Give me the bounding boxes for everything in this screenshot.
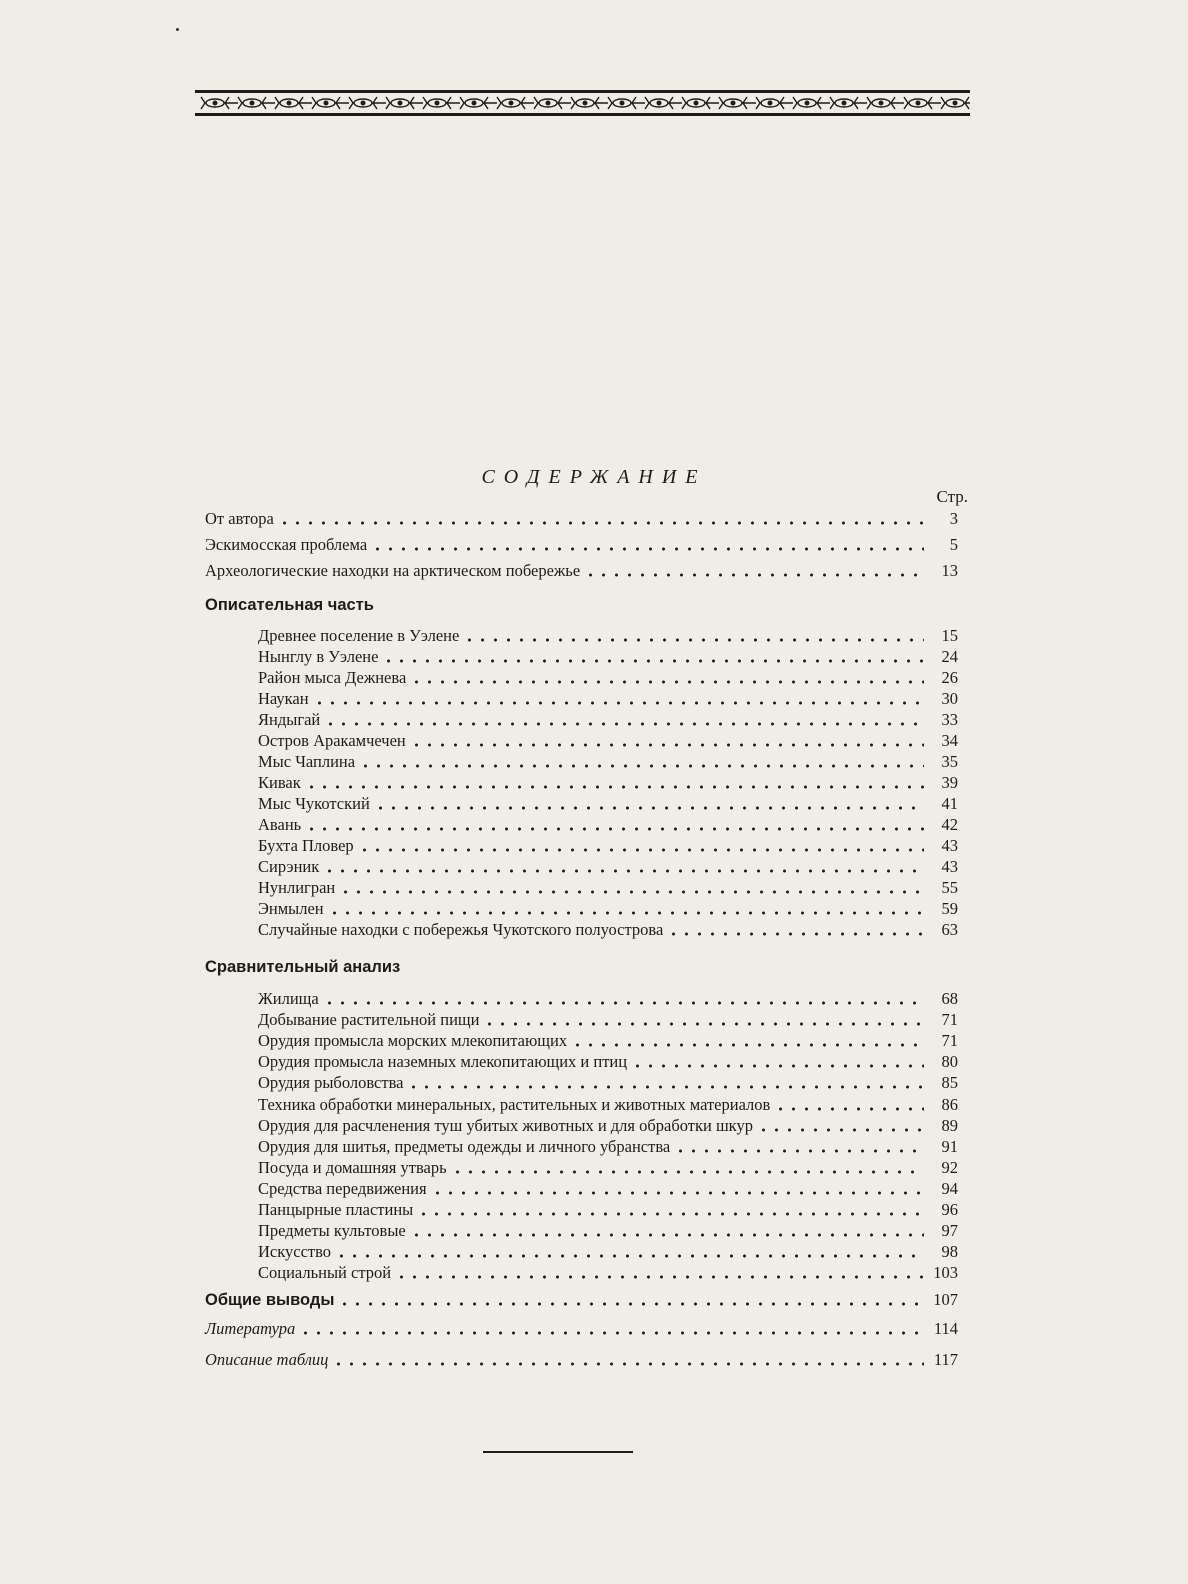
dot-leader — [395, 1261, 924, 1281]
dot-leader — [305, 813, 924, 833]
toc-entry-label: Мыс Чукотский — [258, 794, 370, 813]
dot-leader — [313, 687, 924, 707]
dot-leader — [410, 666, 924, 686]
toc-entry-label: Посуда и домашняя утварь — [258, 1157, 447, 1177]
page-title: СОДЕРЖАНИЕ — [481, 466, 707, 488]
page-column-header: Стр. — [936, 487, 968, 506]
toc-page-number: 71 — [941, 1031, 958, 1051]
toc-page-number: 33 — [941, 710, 958, 729]
toc-entry-label: Орудия для шитья, предметы одежды и личного убранства — [258, 1136, 671, 1156]
toc-subentry[interactable] — [258, 624, 958, 646]
toc-entry-label: Панцырные пластины — [258, 1200, 414, 1219]
toc-entry-label: Наукан — [258, 689, 309, 708]
dot-leader — [463, 624, 924, 644]
dot-leader — [305, 771, 924, 791]
toc-page-number: 39 — [941, 773, 958, 792]
toc-page-number: 86 — [941, 1094, 958, 1114]
toc-page-number: 5 — [949, 535, 958, 554]
toc-subentry[interactable] — [258, 876, 958, 898]
toc-entry-label: Литература — [205, 1319, 296, 1338]
toc-entry-label: Энмылен — [258, 899, 324, 918]
toc-subentry[interactable] — [258, 834, 958, 856]
toc-page-number: 71 — [941, 1010, 958, 1030]
toc-page-number: 68 — [941, 989, 958, 1008]
toc-entry-label: Техника обработки минеральных, растительных и животных материалов — [258, 1094, 771, 1114]
dot-leader — [374, 792, 924, 812]
dot-leader — [571, 1029, 924, 1049]
paper-speck — [176, 28, 179, 31]
toc-page-number: 92 — [941, 1157, 958, 1177]
dot-leader — [371, 533, 924, 553]
toc-entry-label: Общие выводы — [205, 1291, 335, 1309]
toc-entry-label: Сирэник — [258, 857, 320, 876]
toc-entry-label: Средства передвижения — [258, 1178, 427, 1198]
toc-entry-label: Бухта Пловер — [258, 836, 354, 855]
toc-page-number: 3 — [949, 509, 958, 528]
dot-leader — [631, 1050, 924, 1070]
dot-leader — [335, 1240, 924, 1260]
toc-subentry[interactable] — [258, 666, 958, 688]
toc-subentry[interactable] — [258, 1071, 958, 1093]
toc-subentry[interactable] — [258, 1114, 958, 1136]
dot-leader — [299, 1317, 924, 1337]
toc-entry-label: Описание таблиц — [205, 1350, 329, 1369]
toc-page-number: 43 — [941, 836, 958, 855]
dot-leader — [451, 1156, 924, 1176]
toc-page-number: 41 — [941, 794, 958, 813]
toc-page-number: 107 — [933, 1290, 958, 1309]
dot-leader — [328, 897, 924, 917]
toc-entry[interactable] — [205, 1348, 958, 1370]
toc-entry-label: Орудия рыболовства — [258, 1073, 404, 1093]
toc-subentry[interactable] — [258, 897, 958, 919]
dot-leader — [324, 708, 924, 728]
toc-entry-label: От автора — [205, 509, 274, 528]
toc-page-number: 24 — [941, 647, 958, 666]
dot-leader — [332, 1348, 924, 1368]
toc-subentry[interactable] — [258, 687, 958, 709]
dot-leader — [417, 1198, 924, 1218]
toc-subentry[interactable] — [258, 1240, 958, 1262]
section-heading-comparative: Сравнительный анализ — [205, 958, 401, 976]
dot-leader — [278, 507, 924, 527]
toc-page-number: 26 — [941, 668, 958, 687]
toc-page-number: 94 — [941, 1178, 958, 1198]
dot-leader — [410, 1219, 924, 1239]
dot-leader — [674, 1135, 924, 1155]
dot-leader — [323, 855, 924, 875]
toc-subentry[interactable] — [258, 1050, 958, 1072]
toc-page-number: 85 — [941, 1073, 958, 1093]
toc-subentry[interactable] — [258, 1177, 958, 1199]
toc-subentry[interactable] — [258, 645, 958, 667]
dot-leader — [338, 1288, 924, 1308]
dot-leader — [407, 1071, 924, 1091]
toc-page-number: 42 — [941, 815, 958, 834]
toc-entry[interactable] — [205, 533, 958, 555]
dot-leader — [410, 729, 924, 749]
toc-entry-label: Археологические находки на арктическом побережье — [205, 561, 581, 580]
toc-page-number: 55 — [941, 878, 958, 897]
toc-subentry[interactable] — [258, 792, 958, 814]
toc-page-number: 89 — [941, 1115, 958, 1135]
toc-subentry[interactable] — [258, 1198, 958, 1220]
toc-page-number: 30 — [941, 689, 958, 708]
toc-page-number: 35 — [941, 752, 958, 771]
toc-entry[interactable] — [205, 559, 958, 581]
toc-subentry[interactable] — [258, 708, 958, 730]
toc-subentry[interactable] — [258, 1219, 958, 1241]
toc-page-number: 114 — [933, 1319, 958, 1338]
toc-entry-label: Орудия промысла морских млекопитающих — [258, 1031, 568, 1051]
toc-entry-label: Эскимосская проблема — [205, 535, 368, 554]
toc-subentry[interactable] — [258, 1008, 958, 1030]
dot-leader — [359, 750, 924, 770]
toc-entry-label: Мыс Чаплина — [258, 752, 356, 771]
toc-entry-label: Искусство — [258, 1242, 332, 1262]
toc-entry[interactable] — [205, 507, 958, 529]
closing-rule — [483, 1451, 633, 1453]
dot-leader — [584, 559, 924, 579]
toc-subentry[interactable] — [258, 771, 958, 793]
toc-page-number: 117 — [933, 1350, 958, 1369]
toc-entry-label: Орудия для расчленения туш убитых животных и для обработки шкур — [258, 1115, 753, 1135]
toc-subentry[interactable] — [258, 918, 958, 940]
toc-subentry[interactable] — [258, 855, 958, 877]
toc-page-number: 63 — [941, 920, 958, 939]
dot-leader — [757, 1114, 924, 1134]
toc-page-number: 15 — [941, 626, 958, 645]
toc-entry-label: Кивак — [258, 773, 301, 792]
toc-page-number: 80 — [941, 1052, 958, 1072]
toc-subentry[interactable] — [258, 1029, 958, 1051]
toc-entry-label: Нунлигран — [258, 878, 336, 897]
toc-page-number: 97 — [941, 1221, 958, 1241]
dot-leader — [483, 1008, 924, 1028]
dot-leader — [382, 645, 924, 665]
toc-page-number: 96 — [941, 1200, 958, 1219]
dot-leader — [339, 876, 924, 896]
section-heading-descriptive: Описательная часть — [205, 596, 374, 614]
ornamental-border — [195, 90, 970, 116]
toc-subentry[interactable] — [258, 1156, 958, 1178]
toc-entry-label: Орудия промысла наземных млекопитающих и птиц — [258, 1052, 628, 1072]
dot-leader — [323, 987, 924, 1007]
toc-page-number: 91 — [941, 1136, 958, 1156]
toc-entry-label: Жилища — [258, 989, 319, 1008]
toc-entry-label: Случайные находки с побережья Чукотского полуострова — [258, 920, 664, 939]
toc-page-number: 103 — [933, 1263, 958, 1283]
toc-entry-label: Древнее поселение в Уэлене — [258, 626, 460, 645]
toc-entry-label: Нынглу в Уэлене — [258, 647, 379, 666]
toc-subentry[interactable] — [258, 750, 958, 772]
toc-page-number: 43 — [941, 857, 958, 876]
toc-entry-label: Предметы культовые — [258, 1221, 406, 1241]
toc-page-number: 59 — [941, 899, 958, 918]
toc-entry-label: Остров Аракамчечен — [258, 731, 406, 750]
toc-entry-label: Социальный строй — [258, 1263, 392, 1283]
toc-entry-label: Добывание растительной пищи — [258, 1010, 480, 1030]
dot-leader — [358, 834, 924, 854]
toc-subentry[interactable] — [258, 1093, 958, 1115]
toc-entry[interactable] — [205, 1317, 958, 1339]
toc-entry-label: Яндыгай — [258, 710, 321, 729]
toc-subentry[interactable] — [258, 813, 958, 835]
dot-leader — [774, 1093, 924, 1113]
toc-subentry[interactable] — [258, 729, 958, 751]
toc-subentry[interactable] — [258, 1135, 958, 1157]
toc-entry[interactable] — [205, 1288, 958, 1310]
dot-leader — [667, 918, 924, 938]
toc-entry-label: Авань — [258, 815, 302, 834]
toc-page-number: 98 — [941, 1242, 958, 1262]
toc-subentry[interactable] — [258, 1261, 958, 1283]
toc-page-number: 34 — [941, 731, 958, 750]
toc-entry-label: Район мыса Дежнева — [258, 668, 407, 687]
toc-subentry[interactable] — [258, 987, 958, 1009]
toc-page-number: 13 — [941, 561, 958, 580]
dot-leader — [431, 1177, 924, 1197]
